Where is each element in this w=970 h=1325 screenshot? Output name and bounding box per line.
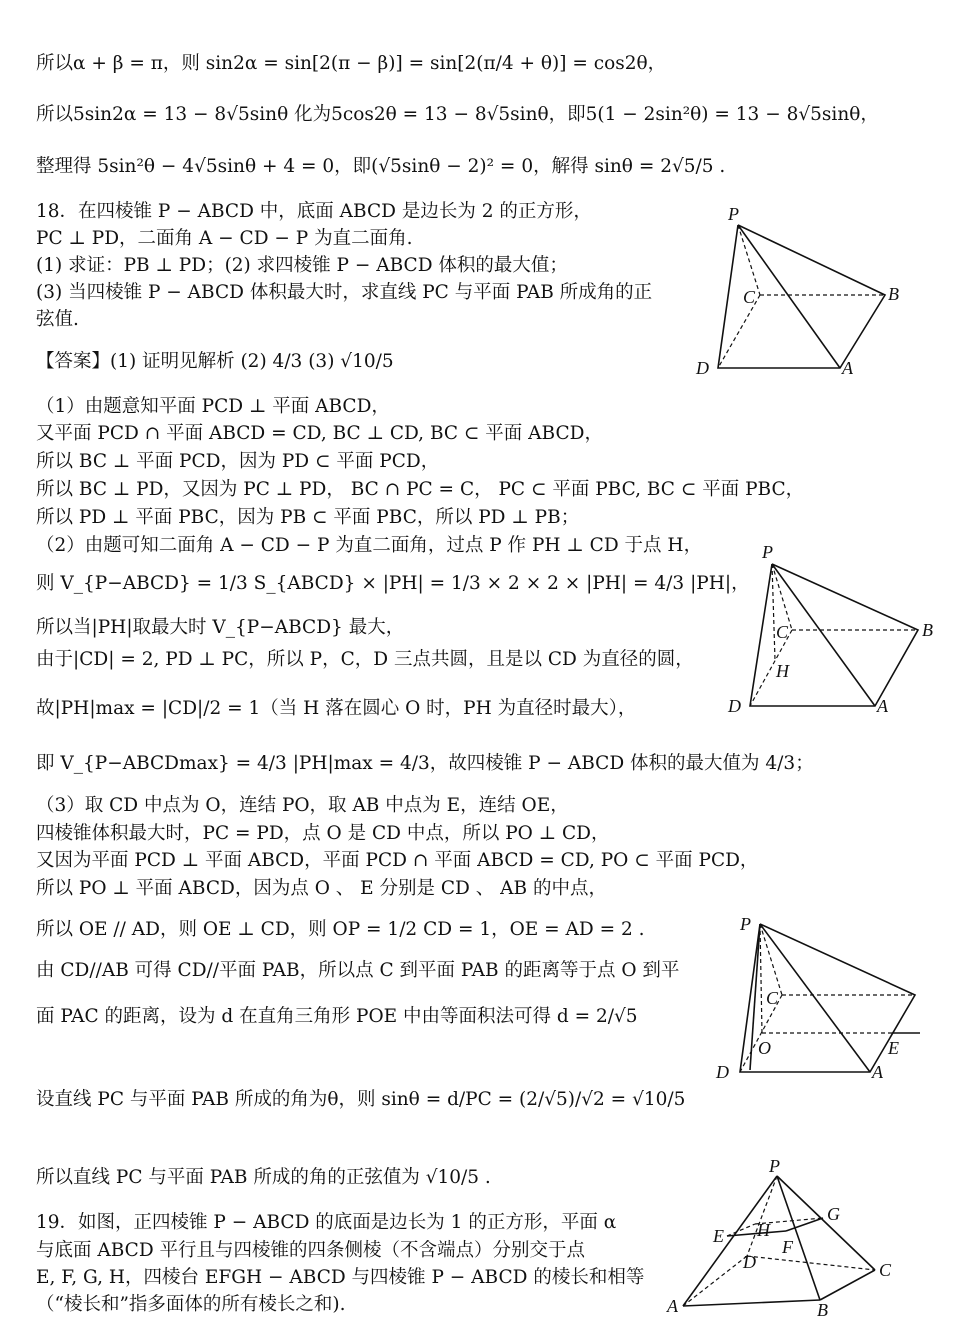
fig4-label-f: F [782, 1237, 793, 1257]
fig4-edge-dc [747, 1256, 875, 1270]
fig3-edge-pc [760, 924, 782, 995]
fig4-edge-ab [683, 1300, 820, 1306]
fig4-edge-pa [683, 1176, 777, 1306]
p18-part1-2: 又平面 PCD ∩ 平面 ABCD = CD, BC ⊥ CD, BC ⊂ 平面 ABCD， [36, 423, 603, 444]
p18-part3-3: 又因为平面 PCD ⊥ 平面 ABCD，平面 PCD ∩ 平面 ABCD = CD, PO ⊂ 平面 PCD， [36, 850, 759, 871]
p18-part2-2: 则 V_{P−ABCD} = 1/3 S_{ABCD} × |PH| = 1/3 × 2 × 2 × |PH| = 4/3 |PH|， [36, 573, 750, 594]
pyramid-figure-3 [710, 910, 950, 1090]
p19-stem-2: 与底面 ABCD 平行且与四棱锥的四条侧棱（不含端点）分别交于点 [36, 1240, 586, 1261]
fig3-label-p: P [740, 914, 751, 934]
p18-part3-2: 四棱锥体积最大时，PC = PD，点 O 是 CD 中点，所以 PO ⊥ CD， [36, 823, 610, 844]
fig1-label-p: P [728, 204, 739, 224]
fig3-label-c: C [766, 988, 779, 1008]
pyramid-figure-1 [690, 200, 920, 380]
fig3-label-e: E [888, 1038, 899, 1058]
p18-stem-2: PC ⊥ PD，二面角 A − CD − P 为直二面角. [36, 228, 413, 249]
fig4-label-p: P [769, 1158, 780, 1176]
p18-part3-9: 所以直线 PC 与平面 PAB 所成的角的正弦值为 √10/5 . [36, 1167, 491, 1188]
fig3-label-a: A [872, 1062, 883, 1082]
fig2-label-d: D [728, 696, 741, 716]
fig4-label-e: E [713, 1226, 724, 1246]
fig2-edge-pc [772, 564, 792, 630]
p19-stem-4: （“棱长和”指多面体的所有棱长之和). [36, 1294, 346, 1315]
p18-part2-6: 即 V_{P−ABCDmax} = 4/3 |PH|max = 4/3，故四棱锥 P − ABCD 体积的最大值为 4/3； [36, 753, 814, 774]
p18-stem-5: 弦值. [36, 309, 79, 330]
fig2-edge-ph [772, 564, 775, 660]
p18-part1-4: 所以 BC ⊥ PD，又因为 PC ⊥ PD， BC ∩ PC = C， PC ⊂ 平面 PBC, BC ⊂ 平面 PBC， [36, 479, 805, 500]
p18-part3-5: 所以 OE // AD，则 OE ⊥ CD，则 OP = 1/2 CD = 1，OE = AD = 2 . [36, 919, 645, 940]
p18-stem-1: 18．在四棱锥 P − ABCD 中，底面 ABCD 是边长为 2 的正方形， [36, 201, 592, 222]
p18-part3-6: 由 CD//AB 可得 CD//平面 PAB，所以点 C 到平面 PAB 的距离等于点 O 到平 [36, 960, 680, 981]
p18-part2-4: 由于|CD| = 2, PD ⊥ PC，所以 P，C，D 三点共圆，且是以 CD 为直径的圆， [36, 649, 694, 670]
p19-stem-1: 19．如图，正四棱锥 P − ABCD 的底面是边长为 1 的正方形，平面 α [36, 1212, 617, 1233]
fig3-edge-po [760, 924, 762, 1033]
p18-part3-8: 设直线 PC 与平面 PAB 所成的角为θ，则 sinθ = d/PC = (2/√5)/√2 = √10/5 [36, 1089, 686, 1110]
p18-part3-7: 面 PAC 的距离，设为 d 在直角三角形 POE 中由等面积法可得 d = 2/√5 [36, 1006, 638, 1027]
p18-part3-1: （3）取 CD 中点为 O，连结 PO，取 AB 中点为 E，连结 OE， [36, 795, 569, 816]
fig4-label-h: H [757, 1220, 770, 1240]
p18-stem-4: (3) 当四棱锥 P − ABCD 体积最大时，求直线 PC 与平面 PAB 所成角的正 [36, 282, 653, 303]
fig4-edge-ad [683, 1256, 747, 1306]
fig4-edge-pd [747, 1176, 777, 1256]
fig3-label-o: O [758, 1038, 771, 1058]
fig2-label-c: C [776, 622, 789, 642]
p19-stem-3: E, F, G, H，四棱台 EFGH − ABCD 与四棱锥 P − ABCD 的棱长和相等 [36, 1267, 645, 1288]
p18-part1-5: 所以 PD ⊥ 平面 PBC，因为 PB ⊂ 平面 PBC，所以 PD ⊥ PB； [36, 507, 580, 528]
frustum-figure-4 [665, 1158, 925, 1318]
fig4-edge-bc [820, 1270, 875, 1300]
pyramid-figure-2 [720, 540, 950, 720]
fig4-label-d: D [743, 1252, 756, 1272]
p18-answer: 【答案】(1) 证明见解析 (2) 4/3 (3) √10/5 [36, 351, 394, 372]
fig4-label-b: B [817, 1300, 828, 1318]
fig1-label-a: A [842, 358, 853, 378]
fig1-edge-pc [738, 225, 760, 295]
sol17-line-1: 所以α + β = π，则 sin2α = sin[2(π − β)] = sin[2(π/4 + θ)] = cos2θ， [36, 53, 667, 74]
fig1-label-c: C [743, 287, 756, 307]
fig2-label-p: P [762, 542, 773, 562]
fig4-label-c: C [879, 1260, 892, 1280]
p18-part2-3: 所以当|PH|取最大时 V_{P−ABCD} 最大， [36, 617, 405, 638]
p18-stem-3: (1) 求证：PB ⊥ PD；(2) 求四棱锥 P − ABCD 体积的最大值； [36, 255, 568, 276]
p18-part3-4: 所以 PO ⊥ 平面 ABCD，因为点 O 、 E 分别是 CD 、 AB 的中点， [36, 878, 607, 899]
fig4-label-g: G [827, 1204, 840, 1224]
fig2-label-b: B [922, 620, 933, 640]
p18-part1-1: （1）由题意知平面 PCD ⊥ 平面 ABCD， [36, 396, 390, 417]
sol17-line-3: 整理得 5sin²θ − 4√5sinθ + 4 = 0，即(√5sinθ − 2)² = 0，解得 sinθ = 2√5/5 . [36, 156, 726, 177]
fig3-label-d: D [716, 1062, 729, 1082]
sol17-line-2: 所以5sin2α = 13 − 8√5sinθ 化为5cos2θ = 13 − 8√5sinθ，即5(1 − 2sin²θ) = 13 − 8√5sinθ， [36, 104, 879, 125]
fig1-label-d: D [696, 358, 709, 378]
fig1-label-b: B [888, 284, 899, 304]
p18-part2-5: 故|PH|max = |CD|/2 = 1（当 H 落在圆心 O 时，PH 为直径时最大）， [36, 698, 637, 719]
p18-part2-1: （2）由题可知二面角 A − CD − P 为直二面角，过点 P 作 PH ⊥ CD 于点 H， [36, 535, 703, 556]
fig2-label-h: H [776, 661, 789, 681]
fig2-label-a: A [877, 696, 888, 716]
fig4-label-a: A [667, 1296, 678, 1316]
p18-part1-3: 所以 BC ⊥ 平面 PCD，因为 PD ⊂ 平面 PCD， [36, 451, 440, 472]
